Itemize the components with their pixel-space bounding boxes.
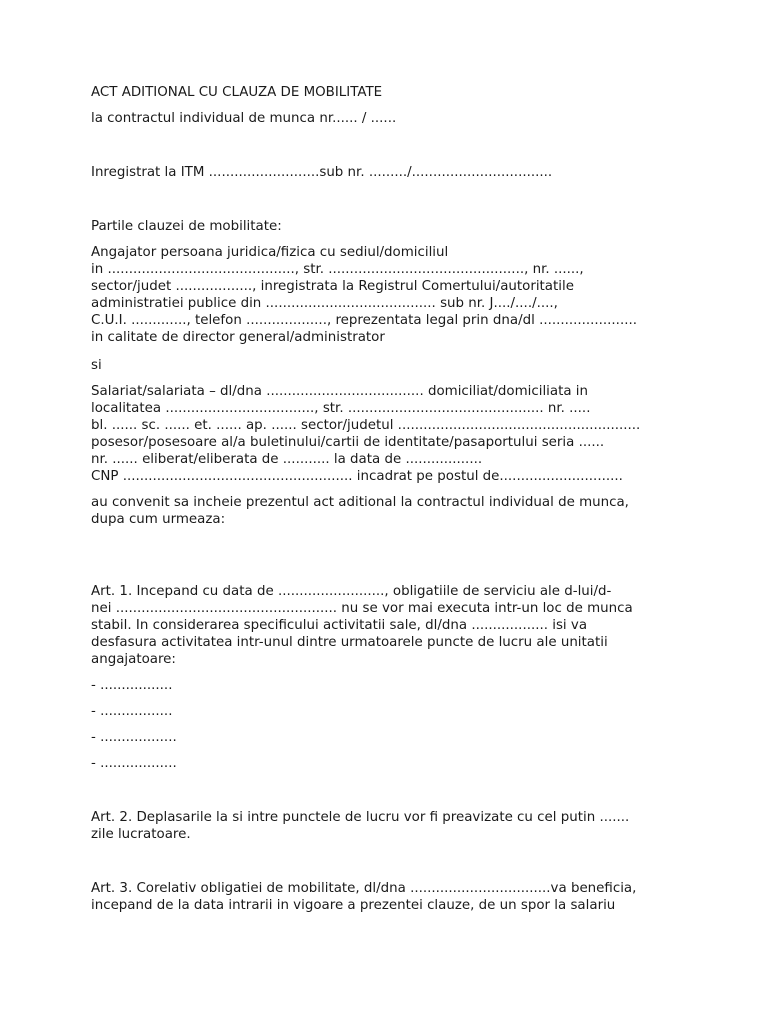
article-2-line: zile lucratoare. xyxy=(91,827,191,842)
employer-line: administratiei publice din ........................................ sub nr. J..../..../...., xyxy=(91,296,558,311)
itm-registration: Inregistrat la ITM ..........................sub nr. ........./................................. xyxy=(91,165,553,180)
employee-line: posesor/posesoare al/a buletinului/cartii de identitate/pasaportului seria ...... xyxy=(91,435,605,450)
agreement-line: au convenit sa incheie prezentul act aditional la contractul individual de munca, xyxy=(91,495,629,510)
employee-line: Salariat/salariata – dl/dna ..................................... domiciliat/domiciliata in xyxy=(91,384,589,399)
employer-line: Angajator persoana juridica/fizica cu sediul/domiciliul xyxy=(91,245,449,260)
employer-line: in ............................................, str. .............................................., nr. ......, xyxy=(91,262,584,277)
work-point-item: - ................. xyxy=(91,678,173,693)
employee-line: CNP ...................................................... incadrat pe postul de............................. xyxy=(91,469,623,484)
agreement-paragraph xyxy=(91,494,691,528)
employer-line: sector/judet .................., inregistrata la Registrul Comertului/autoritatile xyxy=(91,279,574,294)
employee-line: bl. ...... sc. ...... et. ...... ap. ...... sector/judetul ......................................................... xyxy=(91,418,641,433)
employee-line: localitatea ..................................., str. .............................................. nr. ..... xyxy=(91,401,591,416)
article-1 xyxy=(91,583,691,668)
document-page xyxy=(91,84,691,914)
employee-line: nr. ...... eliberat/eliberata de ........... la data de .................. xyxy=(91,452,483,467)
article-1-line: Art. 1. Incepand cu data de ........................., obligatiile de serviciu ale d-lui/d- xyxy=(91,584,612,599)
article-3 xyxy=(91,880,691,914)
article-1-line: stabil. In considerarea specificului activitatii sale, dl/dna .................. isi va xyxy=(91,618,588,633)
employer-line: in calitate de director general/administrator xyxy=(91,330,385,345)
article-1-line: angajatoare: xyxy=(91,652,176,667)
article-3-line: incepand de la data intrarii in vigoare a prezentei clauze, de un spor la salariu xyxy=(91,898,616,913)
article-2-line: Art. 2. Deplasarile la si intre punctele de lucru vor fi preavizate cu cel putin ....... xyxy=(91,810,630,825)
employee-block xyxy=(91,383,691,485)
work-point-item: - ................. xyxy=(91,704,173,719)
agreement-line: dupa cum urmeaza: xyxy=(91,512,226,527)
article-3-line: Art. 3. Corelativ obligatiei de mobilitate, dl/dna .................................va beneficia, xyxy=(91,881,637,896)
document-subtitle: la contractul individual de munca nr...... / ...... xyxy=(91,111,397,126)
employer-block xyxy=(91,244,691,346)
parties-heading: Partile clauzei de mobilitate: xyxy=(91,219,282,234)
work-point-item: - .................. xyxy=(91,756,177,771)
article-1-line: desfasura activitatea intr-unul dintre urmatoarele puncte de lucru ale unitatii xyxy=(91,635,608,650)
article-2 xyxy=(91,809,691,843)
conjunction-si: si xyxy=(91,358,102,373)
document-title: ACT ADITIONAL CU CLAUZA DE MOBILITATE xyxy=(91,85,383,100)
article-1-line: nei .................................................... nu se vor mai executa intr-un loc de munca xyxy=(91,601,633,616)
work-point-item: - .................. xyxy=(91,730,177,745)
employer-line: C.U.I. ............., telefon ..................., reprezentata legal prin dna/dl ....................... xyxy=(91,313,637,328)
